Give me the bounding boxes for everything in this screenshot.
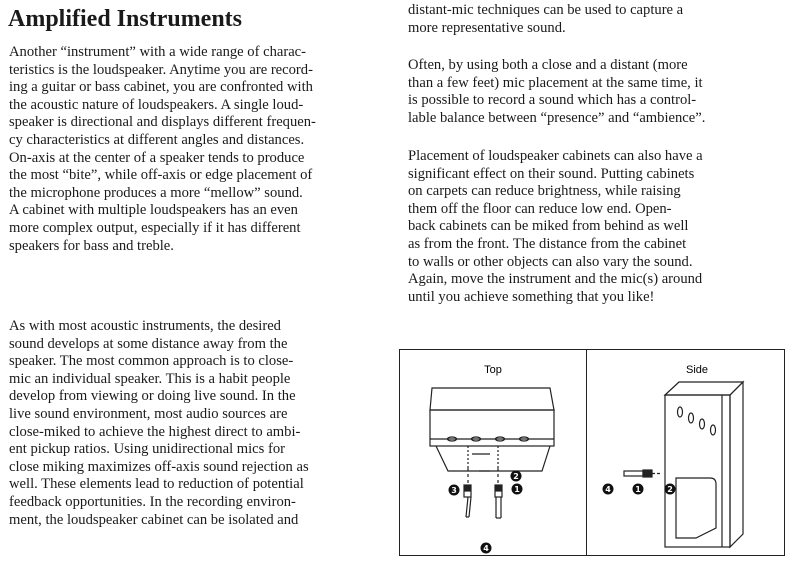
- marker-1-top: [512, 484, 523, 495]
- marker-2-top: [511, 471, 522, 482]
- mic-placement-diagram: [400, 350, 786, 557]
- cabinet-top-view: [430, 388, 554, 471]
- svg-text:1: 1: [514, 485, 520, 494]
- top-view-label: Top: [484, 364, 502, 376]
- paragraph-close-and-distant: Often, by using both a close and a distant (more than a few feet) mic placement at the same time, it is possible to record a sound which has a control- lable balance between “presence” and “ambience”.: [408, 57, 706, 126]
- marker-2-side: [665, 484, 676, 495]
- marker-4-top: [481, 543, 492, 554]
- svg-text:1: 1: [635, 485, 641, 494]
- marker-4-side: [603, 484, 614, 495]
- section-heading: Amplified Instruments: [8, 6, 243, 32]
- mic-3-top: [464, 468, 471, 517]
- marker-1-side: [633, 484, 644, 495]
- svg-text:3: 3: [451, 486, 457, 495]
- paragraph-distant-mic: distant-mic techniques can be used to capture a more representative sound.: [408, 2, 684, 36]
- mic-placement-figure: [399, 349, 785, 556]
- marker-3-top: [449, 485, 460, 496]
- cabinet-side-view: [665, 382, 743, 547]
- svg-text:2: 2: [513, 472, 519, 481]
- mic-1-top: [495, 468, 502, 518]
- mic-side: [624, 470, 662, 477]
- paragraph-loudspeaker-intro: Another “instrument” with a wide range of charac- teristics is the loudspeaker. Anytime you are record- ing a guitar or bass cabinet, you are confronted with the acoustic nature of loudspeakers. A single loud- speaker is directional and displays different frequen- cy characteristics at different angles and distances. On-axis at the center of a speaker tends to produce the most “bite”, while off-axis or edge placement of the microphone produces a more “mellow” sound. A cabinet with multiple loudspeakers has an even more complex output, especially if it has different speakers for bass and treble.: [9, 44, 316, 254]
- svg-text:4: 4: [605, 485, 611, 494]
- paragraph-cabinet-placement: Placement of loudspeaker cabinets can also have a significant effect on their sound. Putting cabinets on carpets can reduce brightness, while raising them off the floor can reduce low end. Open- back cabinets can be miked from behind as well as from the front. The distance from the cabinet to walls or other objects can also vary the sound. Again, move the instrument and the mic(s) around until you achieve something that you like!: [408, 148, 703, 305]
- side-view-label: Side: [685, 364, 709, 376]
- svg-text:4: 4: [483, 544, 489, 553]
- svg-text:2: 2: [667, 485, 673, 494]
- paragraph-close-miking: As with most acoustic instruments, the desired sound develops at some distance away from the speaker. The most common approach is to close- mic an individual speaker. This is a habit people develop from viewing or doing live sound. In the live sound environment, most audio sources are close-miked to achieve the highest direct to ambi- ent pickup ratios. Using unidirectional mics for close miking maximizes off-axis sound rejection as well. These elements lead to reduction of potential feedback opportunities. In the recording environ- ment, the loudspeaker cabinet can be isolated and: [9, 318, 309, 528]
